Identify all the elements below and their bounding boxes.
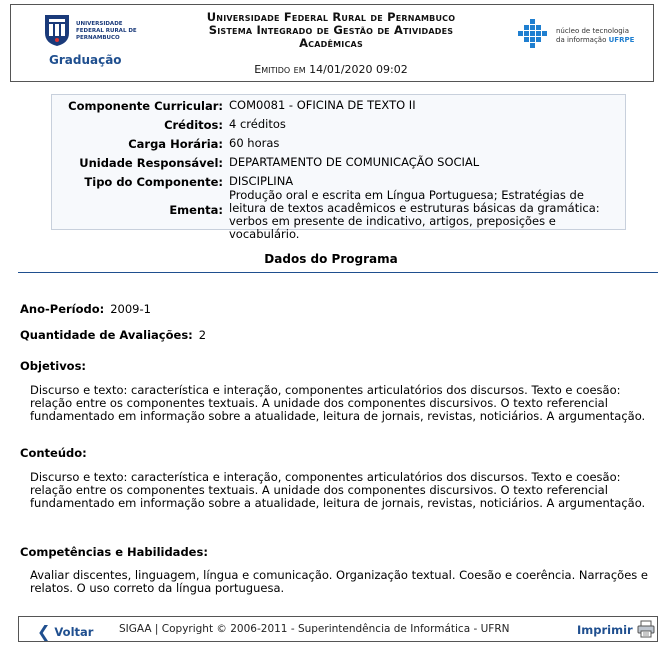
- title-line-2: Sistema Integrado de Gestão de Atividades: [208, 23, 454, 37]
- ano-periodo-value: 2009-1: [110, 302, 151, 316]
- back-label: Voltar: [54, 625, 94, 639]
- section-title: Dados do Programa: [264, 252, 398, 266]
- title-line-3: Acadêmicas: [299, 36, 363, 50]
- back-button[interactable]: [37, 621, 93, 640]
- chevron-left-icon: ❮: [37, 622, 51, 641]
- module-name: Graduação: [49, 53, 122, 67]
- info-label: Créditos:: [164, 118, 223, 132]
- qtd-avaliacoes-field: [20, 328, 206, 342]
- print-button[interactable]: Imprimir: [577, 623, 633, 637]
- info-label: Carga Horária:: [128, 137, 223, 151]
- qtd-avaliacoes-value: 2: [198, 328, 207, 342]
- conteudo-text: Discurso e texto: característica e interação, componentes articulatórios dos discursos. Texto e coesão: relação entre os componentes textuais. A unidade dos componentes discursivos. O texto referencial fundamentado em informação sobre a atualidade, leitura de jornais, revistas, noticiários. A argumentação.: [30, 470, 646, 510]
- info-label: Ementa:: [169, 203, 223, 217]
- info-value: COM0081 - OFICINA DE TEXTO II: [229, 98, 416, 112]
- ntic-name: núcleo de tecnologia da informação: [556, 27, 629, 44]
- university-seal-icon: [43, 13, 71, 47]
- ntic-accent: UFRPE: [608, 36, 635, 44]
- info-value: 4 créditos: [229, 117, 286, 131]
- emission-date: Emitido em 14/01/2020 09:02: [254, 63, 408, 76]
- info-label: Componente Curricular:: [68, 99, 223, 113]
- info-value: DEPARTAMENTO DE COMUNICAÇÃO SOCIAL: [229, 155, 480, 169]
- component-info-box: [51, 94, 626, 241]
- conteudo-label: Conteúdo:: [20, 446, 87, 460]
- ano-periodo-label: Ano-Período:: [20, 302, 105, 316]
- qtd-avaliacoes-label: Quantidade de Avaliações:: [20, 328, 193, 342]
- objetivos-text: Discurso e texto: característica e interação, componentes articulatórios dos discursos. Texto e coesão: relação entre os componentes textuais. A unidade dos componentes discursivos. O texto referencial fundamentado em informação sobre a atualidade, leitura de jornais, revistas, noticiários. A argumentação.: [30, 383, 646, 423]
- printer-icon[interactable]: [637, 620, 655, 638]
- section-divider: [18, 272, 658, 273]
- info-value: DISCIPLINA: [229, 174, 294, 188]
- info-value: 60 horas: [229, 136, 280, 150]
- copyright-text: SIGAA | Copyright © 2006-2011 - Superintendência de Informática - UFRN: [119, 623, 510, 635]
- report-footer: [18, 616, 658, 642]
- info-label: Tipo do Componente:: [84, 175, 223, 189]
- title-line-1: Universidade Federal Rural de Pernambuco: [206, 10, 456, 24]
- logo-university-name: UNIVERSIDADE FEDERAL RURAL DE PERNAMBUCO: [76, 21, 137, 41]
- ntic-logo: [516, 17, 636, 57]
- competencias-text: Avaliar discentes, linguagem, língua e comunicação. Organização textual. Coesão e coerência. Narrações e relatos. O uso correto da língua portuguesa.: [30, 568, 648, 595]
- objetivos-label: Objetivos:: [20, 359, 87, 373]
- info-value: Produção oral e escrita em Língua Portuguesa; Estratégias de leitura de textos acadêmicos e estruturas básicas da gramática: verbos em presente de indicativo, artigos, preposições e vocabulário.: [229, 188, 600, 241]
- report-header: [10, 4, 654, 82]
- ufrpe-logo: [41, 11, 141, 73]
- ntic-dots-icon: [516, 17, 550, 51]
- ntic-text: [556, 27, 636, 45]
- info-label: Unidade Responsável:: [79, 156, 223, 170]
- competencias-label: Competências e Habilidades:: [20, 545, 208, 559]
- system-title: [171, 11, 491, 50]
- ano-periodo-field: [20, 302, 151, 316]
